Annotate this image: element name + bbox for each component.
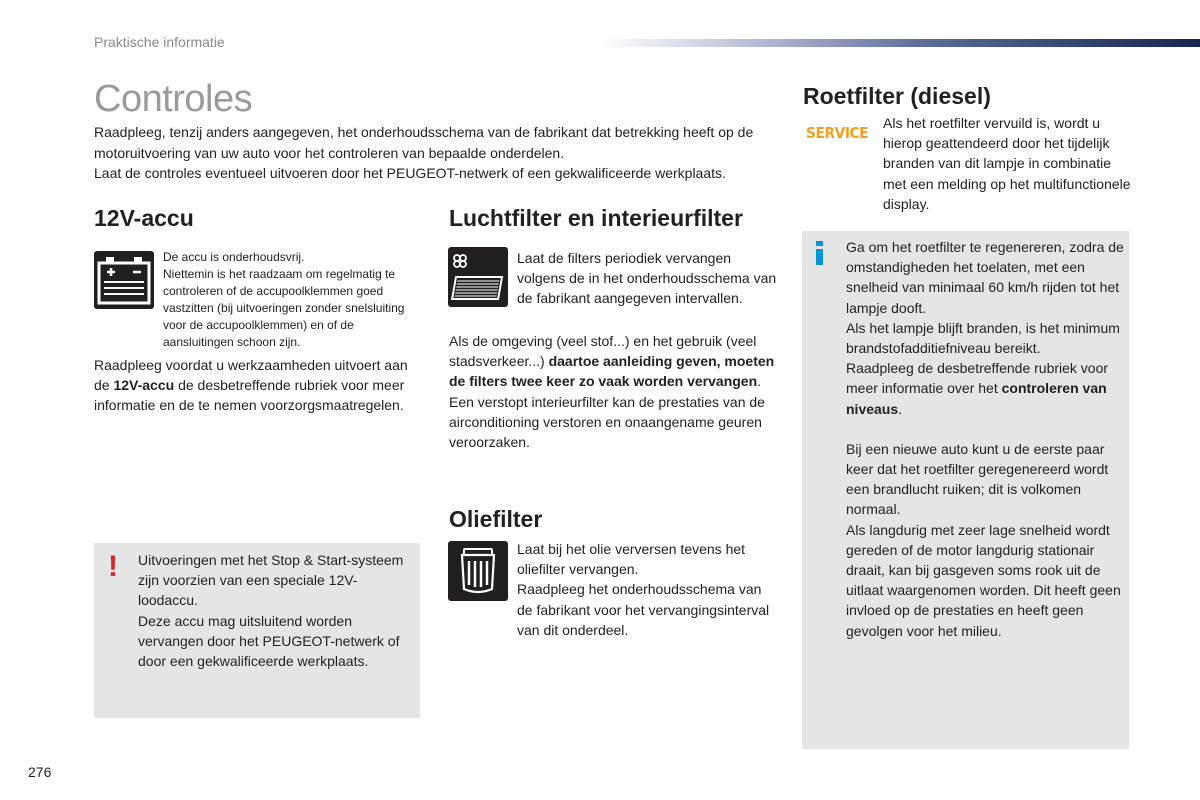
info-p4: Bij een nieuwe auto kunt u de eerste paar keer dat het roetfilter geregenereerd wordt een brandlucht ruiken; dit is volkomen normaal. — [846, 440, 1109, 518]
luchtfilter-intro: Laat de filters periodiek vervangen volgens de in het onderhoudsschema van de fabrikant aangegeven intervallen. — [517, 250, 777, 307]
intro-paragraph-1: Raadpleeg, tenzij anders aangegeven, het onderhoudsschema van de fabrikant dat betrekking heeft op de motoruitvoering van uw auto voor het controleren van bepaalde onderdelen. — [94, 124, 754, 161]
accu-body — [94, 355, 412, 416]
luchtfilter-body — [449, 331, 779, 452]
info-p1: Ga om het roetfilter te regenereren, zodra de omstandigheden het toelaten, met een snelheid van minimaal 60 km/h rijden tot het lampje dooft. — [846, 239, 1124, 316]
info-p3-text: Raadpleeg de desbetreffende rubriek voor meer informatie over het — [846, 360, 1109, 397]
roetfilter-info-box — [802, 231, 1129, 749]
accu-body-bold: 12V-accu — [113, 377, 175, 394]
roetfilter-service-text: Als het roetfilter vervuild is, wordt u hierop geattendeerd door het tijdelijk branden van dit lampje in combinatie met een melding op het multifunctionele display. — [883, 115, 1131, 212]
accu-warning-box — [94, 543, 420, 718]
section-label: Praktische informatie — [94, 34, 225, 50]
info-p3-text-end: . — [898, 400, 903, 417]
warning-icon: ! — [108, 550, 118, 583]
oliefilter-p1: Laat bij het olie verversen tevens het oliefilter vervangen. — [517, 541, 746, 578]
info-p3-bold: controleren van niveaus — [846, 380, 1107, 417]
accu-body-text-end: de desbetreffende rubriek voor meer informatie en de te nemen voorzorgsmaatregelen. — [94, 377, 405, 414]
luchtfilter-body-text-end: . — [757, 373, 762, 390]
accu-warning-p1: Uitvoeringen met het Stop & Start-systeem zijn voorzien van een speciale 12V-loodaccu. — [138, 552, 404, 609]
luchtfilter-body-bold: daartoe aanleiding geven, moeten de filters twee keer zo vaak worden vervangen — [449, 353, 775, 390]
accu-note-rest: Niettemin is het raadzaam om regelmatig te controleren of de accupoolklemmen goed vastzitten (bij uitvoeringen zonder snelsluiting voor de accupoolklemmen) en of de aansluitingen schoon zijn. — [163, 267, 405, 349]
accu-note — [163, 249, 425, 351]
page-title: Controles — [94, 78, 253, 120]
oil-filter-icon — [448, 541, 508, 601]
accu-body-text: Raadpleeg voordat u werkzaamheden uitvoert aan de — [94, 357, 408, 394]
header-bar — [600, 39, 1200, 47]
intro-text — [94, 122, 774, 184]
info-p2: Als het lampje blijft branden, is het minimum brandstofadditiefniveau bereikt. — [846, 319, 1120, 357]
air-filter-icon — [448, 247, 508, 307]
oliefilter-heading: Oliefilter — [449, 506, 543, 532]
luchtfilter-body-p3: Een verstopt interieurfilter kan de prestaties van de airconditioning verstoren en onaangename geuren veroorzaken. — [449, 393, 765, 451]
accu-warning-p2: Deze accu mag uitsluitend worden vervangen door het PEUGEOT-netwerk of door een gekwalificeerde werkplaats. — [138, 612, 400, 670]
luchtfilter-body-text: Als de omgeving (veel stof...) en het gebruik (veel stadsverkeer...) — [449, 333, 757, 370]
roetfilter-info-text — [846, 237, 1124, 641]
accu-warning-text — [138, 550, 414, 671]
oliefilter-p2: Raadpleeg het onderhoudsschema van de fabrikant voor het vervangingsinterval van dit onderdeel. — [517, 581, 770, 638]
page-number: 276 — [28, 764, 52, 780]
accu-heading: 12V-accu — [94, 205, 194, 231]
roetfilter-heading: Roetfilter (diesel) — [803, 83, 991, 109]
service-warning-light-icon: SERVICE — [806, 124, 869, 142]
battery-icon — [94, 251, 154, 309]
intro-paragraph-2: Laat de controles eventueel uitvoeren door het PEUGEOT-netwerk of een gekwalificeerde werkplaats. — [94, 165, 726, 181]
luchtfilter-heading: Luchtfilter en interieurfilter — [449, 205, 743, 231]
info-p5: Als langdurig met zeer lage snelheid wordt gereden of de motor langdurig stationair draait, kan bij gasgeven soms rook uit de uitlaat waargenomen worden. Dit heeft geen invloed op de prestaties en heeft geen gevolgen voor het milieu. — [846, 521, 1121, 639]
accu-note-line1: De accu is onderhoudsvrij. — [163, 250, 305, 264]
oliefilter-body — [517, 539, 779, 640]
info-icon — [816, 241, 824, 265]
